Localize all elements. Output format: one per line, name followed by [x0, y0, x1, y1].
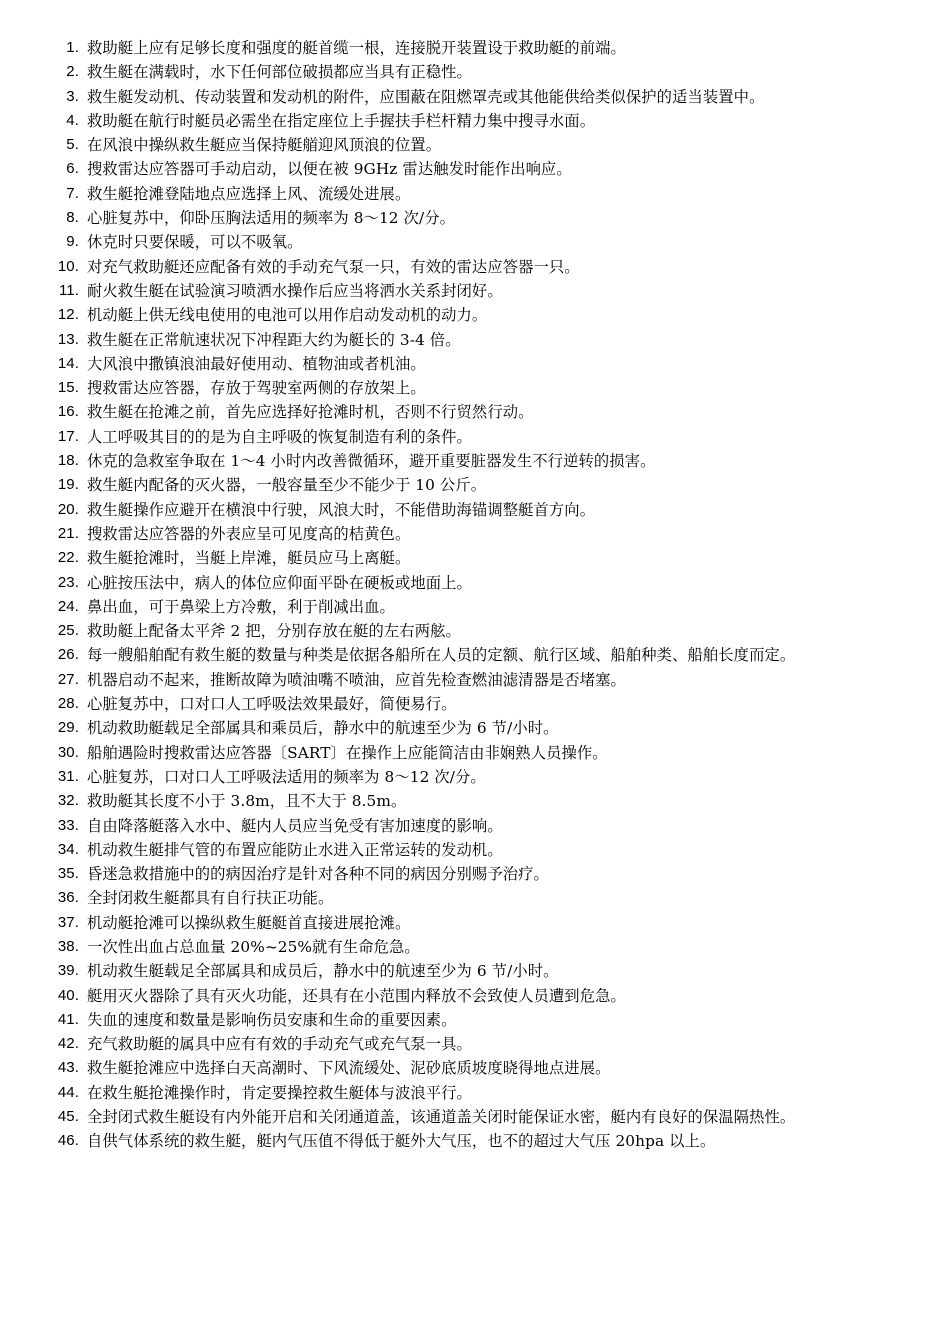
list-item	[0, 1056, 950, 1080]
document-page	[0, 36, 950, 1154]
list-item	[0, 522, 950, 546]
list-item	[0, 1105, 950, 1129]
list-item-text: 救生艇操作应避开在横浪中行驶，风浪大时，不能借助海锚调整艇首方向。	[87, 500, 596, 519]
list-item-number: 43.	[57, 1059, 79, 1077]
list-item-number: 31.	[57, 767, 79, 785]
list-item-text: 心脏复苏，口对口人工呼吸法适用的频率为 8～12 次/分。	[87, 767, 486, 786]
list-item-number: 4.	[66, 111, 79, 129]
list-item-number: 3.	[66, 87, 79, 105]
list-item	[0, 60, 950, 84]
list-item	[0, 1008, 950, 1032]
list-item-number: 13.	[57, 330, 79, 348]
list-item	[0, 206, 950, 230]
list-item	[0, 376, 950, 400]
list-item-number: 27.	[57, 670, 79, 688]
list-item-number: 14.	[57, 354, 79, 372]
list-item-text: 救助艇上应有足够长度和强度的艇首缆一根，连接脱开装置设于救助艇的前端。	[87, 39, 626, 57]
list-item-number: 34.	[57, 840, 79, 858]
list-item	[0, 498, 950, 522]
list-item	[0, 716, 950, 740]
list-item-text: 艇用灭火器除了具有灭火功能，还具有在小范围内释放不会致使人员遭到危急。	[87, 986, 626, 1005]
list-item	[0, 230, 950, 254]
list-item-number: 15.	[57, 379, 79, 397]
list-item-text: 对充气救助艇还应配备有效的手动充气泵一只，有效的雷达应答器一只。	[87, 257, 580, 276]
list-item-text: 自由降落艇落入水中、艇内人员应当免受有害加速度的影响。	[87, 816, 503, 835]
list-item-text: 耐火救生艇在试验演习喷洒水操作后应当将洒水关系封闭好。	[87, 281, 503, 300]
list-item	[0, 862, 950, 886]
list-item-text: 救生艇发动机、传动装置和发动机的附件，应围蔽在阻燃罩壳或其他能供给类似保护的适当装置中。	[87, 87, 765, 106]
list-item-text: 救生艇抢滩时，当艇上岸滩，艇员应马上离艇。	[87, 549, 411, 568]
list-item-text: 搜救雷达应答器的外表应呈可见度高的桔黄色。	[87, 524, 411, 543]
list-item-text: 在风浪中操纵救生艇应当保持艇艏迎风顶浪的位置。	[87, 136, 442, 155]
list-item	[0, 959, 950, 983]
list-item-number: 8.	[66, 209, 79, 227]
list-item-number: 25.	[57, 622, 79, 640]
list-item	[0, 85, 950, 109]
list-item-text: 救生艇在抢滩之前，首先应选择好抢滩时机，否则不行贸然行动。	[87, 403, 534, 422]
list-item	[0, 328, 950, 352]
list-item-text: 人工呼吸其目的的是为自主呼吸的恢复制造有利的条件。	[87, 427, 472, 446]
list-item-text: 机动救生艇载足全部属具和成员后，静水中的航速至少为 6 节/小时。	[87, 962, 559, 981]
list-item-number: 38.	[57, 937, 79, 955]
list-item-number: 35.	[57, 865, 79, 883]
list-item-text: 在救生艇抢滩操作时，肯定要操控救生艇体与波浪平行。	[87, 1083, 472, 1102]
list-item	[0, 473, 950, 497]
list-item	[0, 741, 950, 765]
list-item-text: 心脏复苏中，口对口人工呼吸法效果最好，简便易行。	[87, 695, 457, 714]
list-item-text: 救生艇抢滩登陆地点应选择上风、流缓处进展。	[87, 184, 411, 203]
list-item-number: 19.	[57, 476, 79, 494]
list-item-text: 每一艘船舶配有救生艇的数量与种类是依据各船所在人员的定额、航行区域、船舶种类、船舶长度而定。	[87, 646, 796, 665]
list-item	[0, 133, 950, 157]
list-item	[0, 182, 950, 206]
list-item-text: 休克时只要保暖，可以不吸氧。	[87, 233, 303, 252]
list-item-text: 搜救雷达应答器，存放于驾驶室两侧的存放架上。	[87, 379, 426, 398]
list-item	[0, 911, 950, 935]
list-item-number: 1.	[66, 39, 79, 56]
list-item-number: 17.	[57, 427, 79, 445]
list-item	[0, 279, 950, 303]
list-item-text: 一次性出血占总血量 20%~25%就有生命危急。	[87, 937, 420, 956]
list-item-text: 心脏复苏中，仰卧压胸法适用的频率为 8～12 次/分。	[87, 209, 456, 228]
list-item-number: 12.	[57, 306, 79, 324]
list-item-number: 11.	[58, 281, 79, 299]
list-item	[0, 425, 950, 449]
list-item	[0, 157, 950, 181]
list-item-text: 鼻出血，可于鼻梁上方冷敷，利于削减出血。	[87, 597, 395, 616]
list-item-text: 充气救助艇的属具中应有有效的手动充气或充气泵一具。	[87, 1035, 472, 1054]
list-item	[0, 935, 950, 959]
list-item	[0, 595, 950, 619]
list-item-text: 救生艇在满载时，水下任何部位破损都应当具有正稳性。	[87, 63, 472, 82]
list-item-text: 机动艇抢滩可以操纵救生艇艇首直接进展抢滩。	[87, 913, 411, 932]
list-item-number: 40.	[57, 986, 79, 1004]
list-item-number: 23.	[57, 573, 79, 591]
list-item-number: 10.	[57, 257, 79, 275]
list-item-number: 22.	[57, 549, 79, 567]
list-item	[0, 765, 950, 789]
list-item-text: 机动救生艇排气管的布置应能防止水进入正常运转的发动机。	[87, 840, 503, 859]
list-item	[0, 886, 950, 910]
list-item	[0, 789, 950, 813]
list-item	[0, 814, 950, 838]
list-item	[0, 619, 950, 643]
list-item-number: 30.	[57, 743, 79, 761]
list-item-text: 自供气体系统的救生艇，艇内气压值不得低于艇外大气压，也不的超过大气压 20hpa 以上。	[87, 1132, 716, 1151]
list-item-number: 44.	[57, 1083, 79, 1101]
list-item	[0, 546, 950, 570]
list-item-text: 救助艇其长度不小于 3.8m，且不大于 8.5m。	[87, 792, 407, 811]
list-item	[0, 109, 950, 133]
list-item-text: 机动救助艇载足全部属具和乘员后，静水中的航速至少为 6 节/小时。	[87, 719, 559, 738]
list-item	[0, 352, 950, 376]
list-item	[0, 668, 950, 692]
list-item-text: 救助艇在航行时艇员必需坐在指定座位上手握扶手栏杆精力集中搜寻水面。	[87, 111, 596, 130]
list-item-number: 39.	[57, 962, 79, 980]
list-item	[0, 1129, 950, 1153]
list-item-text: 搜救雷达应答器可手动启动，以便在被 9GHz 雷达触发时能作出响应。	[87, 160, 572, 179]
list-item-number: 26.	[57, 646, 79, 664]
list-item	[0, 400, 950, 424]
list-item-number: 29.	[57, 719, 79, 737]
list-item-number: 5.	[66, 136, 79, 154]
list-item-text: 失血的速度和数量是影响伤员安康和生命的重要因素。	[87, 1010, 457, 1029]
list-item-number: 28.	[57, 695, 79, 713]
list-item	[0, 36, 950, 60]
list-item-text: 休克的急救室争取在 1～4 小时内改善微循环，避开重要脏器发生不行逆转的损害。	[87, 452, 656, 471]
list-item-text: 船舶遇险时搜救雷达应答器〔SART〕在操作上应能简洁由非娴熟人员操作。	[87, 743, 608, 762]
list-item-number: 46.	[57, 1132, 79, 1150]
list-item-number: 9.	[66, 233, 79, 251]
list-item-number: 2.	[66, 63, 79, 81]
list-item-text: 机动艇上供无线电使用的电池可以用作启动发动机的动力。	[87, 306, 488, 325]
list-item-number: 18.	[57, 452, 79, 470]
list-item	[0, 643, 950, 667]
list-item	[0, 1032, 950, 1056]
list-item-number: 41.	[57, 1010, 79, 1028]
list-item-number: 42.	[57, 1035, 79, 1053]
list-item	[0, 838, 950, 862]
list-item-number: 45.	[57, 1108, 79, 1126]
list-item-number: 16.	[57, 403, 79, 421]
list-item	[0, 255, 950, 279]
list-item-text: 全封闭救生艇都具有自行扶正功能。	[87, 889, 334, 908]
list-item-text: 救生艇在正常航速状况下冲程距大约为艇长的 3-4 倍。	[87, 330, 461, 349]
list-item	[0, 692, 950, 716]
list-item-number: 37.	[57, 913, 79, 931]
list-item	[0, 984, 950, 1008]
list-item-number: 20.	[57, 500, 79, 518]
list-item-text: 救助艇上配备太平斧 2 把，分别存放在艇的左右两舷。	[87, 622, 461, 641]
list-item-number: 24.	[57, 597, 79, 615]
list-item	[0, 449, 950, 473]
list-item-number: 6.	[66, 160, 79, 178]
list-item	[0, 303, 950, 327]
list-item-text: 昏迷急救措施中的的病因治疗是针对各种不同的病因分别赐予治疗。	[87, 865, 549, 884]
list-item	[0, 1081, 950, 1105]
list-item-number: 21.	[57, 524, 79, 542]
list-item-number: 32.	[57, 792, 79, 810]
list-item-text: 全封闭式救生艇设有内外能开启和关闭通道盖，该通道盖关闭时能保证水密，艇内有良好的保温隔热性。	[87, 1108, 796, 1127]
list-item-number: 36.	[57, 889, 79, 907]
list-item-text: 救生艇抢滩应中选择白天高潮时、下风流缓处、泥砂底质坡度晓得地点进展。	[87, 1059, 611, 1078]
list-item-text: 心脏按压法中，病人的体位应仰面平卧在硬板或地面上。	[87, 573, 472, 592]
list-item-text: 机器启动不起来，推断故障为喷油嘴不喷油，应首先检查燃油滤清器是否堵塞。	[87, 670, 626, 689]
list-item-number: 7.	[66, 184, 79, 202]
numbered-list	[0, 36, 950, 1154]
list-item-text: 大风浪中撒镇浪油最好使用动、植物油或者机油。	[87, 354, 426, 373]
list-item-text: 救生艇内配备的灭火器，一般容量至少不能少于 10 公斤。	[87, 476, 487, 495]
list-item-number: 33.	[57, 816, 79, 834]
list-item	[0, 571, 950, 595]
